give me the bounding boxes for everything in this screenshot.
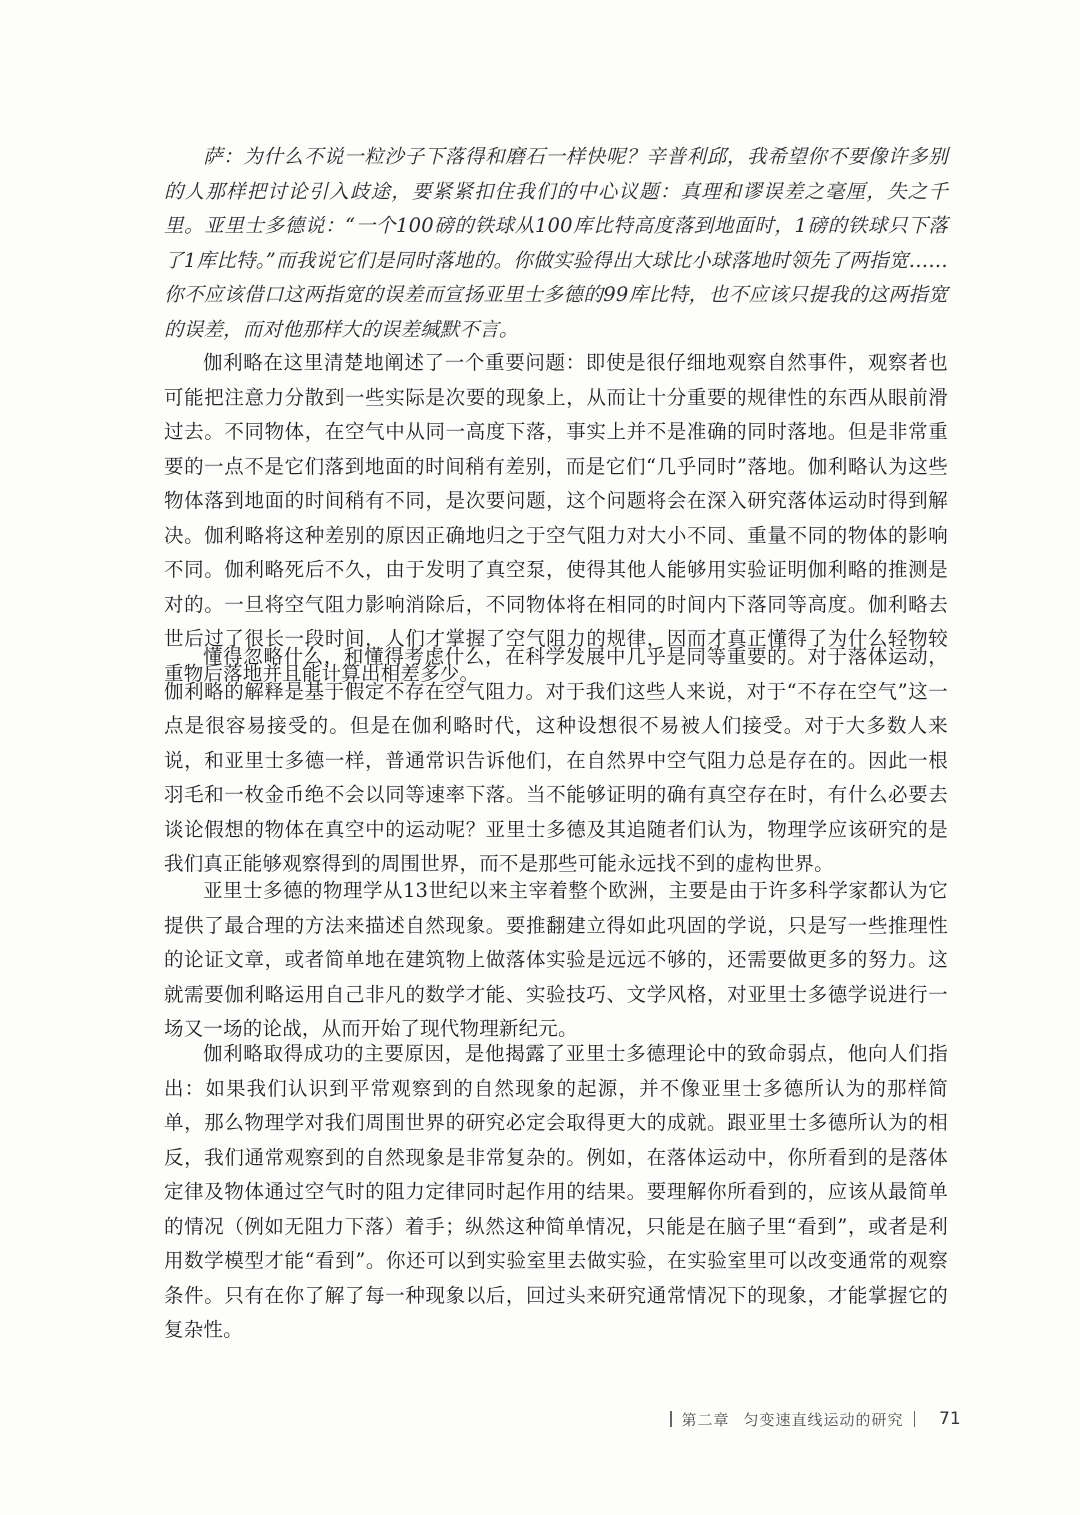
body-paragraph: 亚里士多德的物理学从13世纪以来主宰着整个欧洲，主要是由于许多科学家都认为它提供了最合理的方法来描述自然现象。要推翻建立得如此巩固的学说，只是写一些推理性的论证文章，或者简单地在建筑物上做落体实验是远远不够的，还需要做更多的努力。这就需要伽利略运用自己非凡的数学才能、实验技巧、文学风格，对亚里士多德学说进行一场又一场的论战，从而开始了现代物理新纪元。 [164, 879, 948, 1040]
dialogue-paragraph: 萨：为什么不说一粒沙子下落得和磨石一样快呢？辛普利邱，我希望你不要像许多别的人那样把讨论引入歧途，要紧紧扣住我们的中心议题：真理和谬误差之毫厘，失之千里。亚里士多德说：“一个100磅的铁球从100库比特高度落到地面时，1磅的铁球只下落了1库比特。”而我说它们是同时落地的。你做实验得出大球比小球落地时领先了两指宽……你不应该借口这两指宽的误差而宣扬亚里士多德的99库比特，也不应该只提我的这两指宽的误差，而对他那样大的误差缄默不言。 [164, 145, 948, 341]
chapter-title: 匀变速直线运动的研究 [743, 1410, 904, 1429]
page-number: 71 [939, 1409, 961, 1429]
chapter-label: 第二章 [681, 1410, 730, 1429]
footer-divider [914, 1411, 916, 1427]
footer-divider [670, 1411, 672, 1427]
body-paragraph: 伽利略在这里清楚地阐述了一个重要问题：即使是很仔细地观察自然事件，观察者也可能把注意力分散到一些实际是次要的现象上，从而让十分重要的规律性的东西从眼前滑过去。不同物体，在空气中从同一高度下落，事实上并不是准确的同时落地。但是非常重要的一点不是它们落到地面的时间稍有差别，而是它们“几乎同时”落地。伽利略认为这些物体落到地面的时间稍有不同，是次要问题，这个问题将会在深入研究落体运动时得到解决。伽利略将这种差别的原因正确地归之于空气阻力对大小不同、重量不同的物体的影响不同。伽利略死后不久，由于发明了真空泵，使得其他人能够用实验证明伽利略的推测是对的。一旦将空气阻力影响消除后，不同物体将在相同的时间内下落同等高度。伽利略去世后过了很长一段时间，人们才掌握了空气阻力的规律，因而才真正懂得了为什么轻物较重物后落地并且能计算出相差多少。 [164, 351, 948, 685]
body-paragraph: 伽利略取得成功的主要原因，是他揭露了亚里士多德理论中的致命弱点，他向人们指出：如果我们认识到平常观察到的自然现象的起源，并不像亚里士多德所认为的那样简单，那么物理学对我们周围世界的研究必定会取得更大的成就。跟亚里士多德所认为的相反，我们通常观察到的自然现象是非常复杂的。例如，在落体运动中，你所看到的是落体定律及物体通过空气时的阻力定律同时起作用的结果。要理解你所看到的，应该从最简单的情况（例如无阻力下落）着手；纵然这种简单情况，只能是在脑子里“看到”，或者是利用数学模型才能“看到”。你还可以到实验室里去做实验，在实验室里可以改变通常的观察条件。只有在你了解了每一种现象以后，回过头来研究通常情况下的现象，才能掌握它的复杂性。 [164, 1042, 948, 1341]
body-paragraph: 懂得忽略什么，和懂得考虑什么，在科学发展中几乎是同等重要的。对于落体运动，伽利略的解释是基于假定不存在空气阻力。对于我们这些人来说，对于“不存在空气”这一点是很容易接受的。但是在伽利略时代，这种设想很不易被人们接受。对于大多数人来说，和亚里士多德一样，普通常识告诉他们，在自然界中空气阻力总是存在的。因此一根羽毛和一枚金币绝不会以同等速率下落。当不能够证明的确有真空存在时，有什么必要去谈论假想的物体在真空中的运动呢？亚里士多德及其追随者们认为，物理学应该研究的是我们真正能够观察得到的周围世界，而不是那些可能永远找不到的虚构世界。 [164, 645, 948, 875]
page-footer [660, 1406, 961, 1432]
